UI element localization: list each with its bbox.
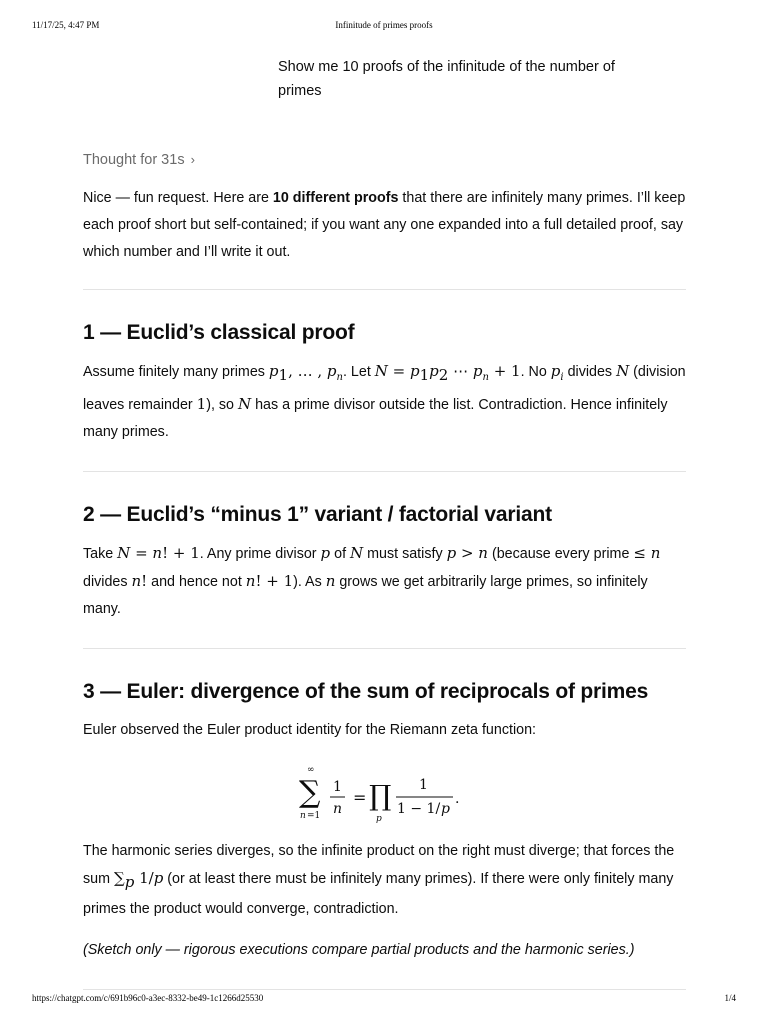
svg-text:n: n: [333, 801, 343, 817]
proof-section-3: [83, 677, 686, 964]
svg-text:∑: ∑: [299, 775, 321, 810]
svg-text:∏: ∏: [369, 779, 392, 812]
proof-section-2: [83, 500, 686, 623]
print-url: https://chatgpt.com/c/691b96c0-a3ec-8332-be49-1c1266d25530: [32, 993, 264, 1003]
intro-paragraph: [83, 185, 686, 266]
svg-text:n: n: [300, 811, 306, 821]
svg-text:1: 1: [333, 779, 342, 795]
svg-text:p: p: [441, 801, 450, 817]
print-footer: [32, 993, 736, 1005]
print-page-number: 1/4: [724, 993, 736, 1003]
section-heading: 2 — Euclid’s “minus 1” variant / factorial variant: [83, 503, 552, 526]
section-heading: 1 — Euclid’s classical proof: [83, 321, 355, 344]
print-datetime: 11/17/25, 4:47 PM: [32, 20, 100, 30]
divider: [83, 648, 686, 649]
thought-label: Thought for 31s: [83, 152, 185, 168]
section-heading: 3 — Euler: divergence of the sum of reciprocals of primes: [83, 680, 649, 703]
section-body: Take N = n! + 1. Any prime divisor p of N must satisfy p > n (because every prime ≤ n divides n! and hence not n! + 1). As n grows we get arbitrarily large primes, so infinitely many.: [83, 544, 661, 617]
svg-text:.: .: [455, 791, 460, 807]
svg-text:1: 1: [419, 777, 428, 793]
svg-text:p: p: [376, 814, 382, 824]
assistant-response: [83, 185, 686, 990]
intro-bold: 10 different proofs: [272, 190, 399, 206]
divider: [83, 989, 686, 990]
svg-text:∞: ∞: [307, 765, 315, 775]
user-message: Show me 10 proofs of the infinitude of the number of primes: [278, 59, 615, 99]
svg-text:=: =: [353, 788, 367, 807]
divider: [83, 471, 686, 472]
intro-lead: Nice — fun request. Here are: [83, 190, 273, 206]
svg-text:=1: =1: [307, 811, 321, 821]
formula-graphic: [293, 758, 473, 828]
divider: [83, 289, 686, 290]
intro-rest: that there are infinitely many primes. I’ll keep each proof short but self-contained; if you want any one expanded into a full detailed proof, say which number and I’ll write it out.: [83, 190, 686, 260]
euler-product-formula: [83, 758, 686, 828]
thought-toggle[interactable]: [83, 148, 195, 172]
print-title: Infinitude of primes proofs: [335, 20, 433, 30]
section-note: (Sketch only — rigorous executions compare partial products and the harmonic series.): [83, 941, 635, 958]
print-header: [32, 20, 736, 32]
section-body: The harmonic series diverges, so the infinite product on the right must diverge; that forces the sum $\sum_p$ 1/p (or at least there must be infinitely many primes). If there were only finitely many primes the product would converge, contradiction.: [83, 843, 675, 917]
chevron-right-icon: ›: [190, 152, 195, 167]
svg-text:1 − 1/: 1 − 1/: [397, 801, 441, 817]
section-body: Assume finitely many primes $p_1$, … , $p_n$. Let $N = p_1p_2$ ⋯ $p_n + 1$. No $p_i$ divides N (division leaves remainder 1), so N has a prime divisor outside the list. Contradiction. Hence infinitely many primes.: [83, 362, 686, 440]
proof-section-1: [83, 318, 686, 446]
section-intro: Euler observed the Euler product identity for the Riemann zeta function:: [83, 722, 536, 738]
